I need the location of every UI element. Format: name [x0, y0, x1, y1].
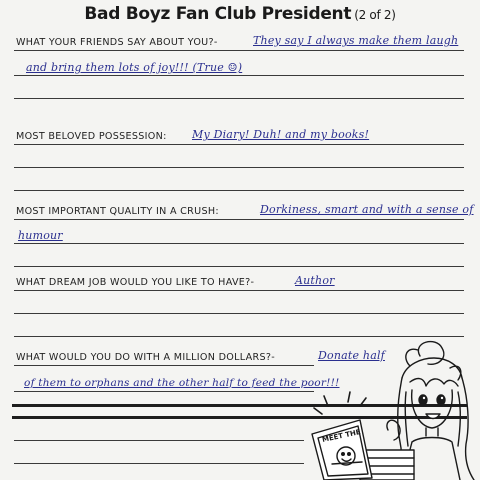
answer-line	[14, 50, 464, 51]
answer-line	[14, 463, 304, 464]
title-main: Bad Boyz Fan Club President	[84, 4, 352, 24]
answer-line	[14, 219, 464, 220]
answer-crush-line1: Dorkiness, smart and with a sense of	[260, 203, 474, 216]
question-label-friends: WHAT YOUR FRIENDS SAY ABOUT YOU?-	[16, 37, 218, 48]
answer-line	[14, 144, 464, 145]
answer-line	[14, 440, 304, 441]
answer-million-line1: Donate half	[318, 349, 385, 362]
girl-with-book-illustration	[302, 338, 478, 480]
answer-friends-line2: and bring them lots of joy!!! (True ☺)	[26, 61, 243, 74]
answer-line	[14, 391, 314, 392]
answer-line	[14, 336, 464, 337]
book-title: MEET THE	[321, 428, 362, 444]
answer-line	[14, 75, 464, 76]
title-page-count: (2 of 2)	[354, 8, 396, 22]
answer-dream-job: Author	[295, 274, 335, 287]
answer-line	[14, 266, 464, 267]
answer-possession: My Diary! Duh! and my books!	[192, 128, 370, 141]
answer-line	[14, 365, 314, 366]
page-title	[0, 4, 480, 24]
answer-line	[14, 243, 464, 244]
answer-crush-line2: humour	[18, 229, 63, 242]
question-label-dream-job: WHAT DREAM JOB WOULD YOU LIKE TO HAVE?-	[16, 277, 255, 288]
answer-million-line2: of them to orphans and the other half to feed the poor!!!	[24, 377, 340, 389]
question-label-million: WHAT WOULD YOU DO WITH A MILLION DOLLARS?-	[16, 352, 275, 363]
answer-line	[14, 167, 464, 168]
answer-line	[14, 313, 464, 314]
answer-line	[14, 290, 464, 291]
answer-line	[14, 98, 464, 99]
answer-friends-line1: They say I always make them laugh	[253, 34, 459, 47]
question-label-possession: MOST BELOVED POSSESSION:	[16, 131, 167, 142]
question-label-crush: MOST IMPORTANT QUALITY IN A CRUSH:	[16, 206, 219, 217]
answer-line	[14, 190, 464, 191]
